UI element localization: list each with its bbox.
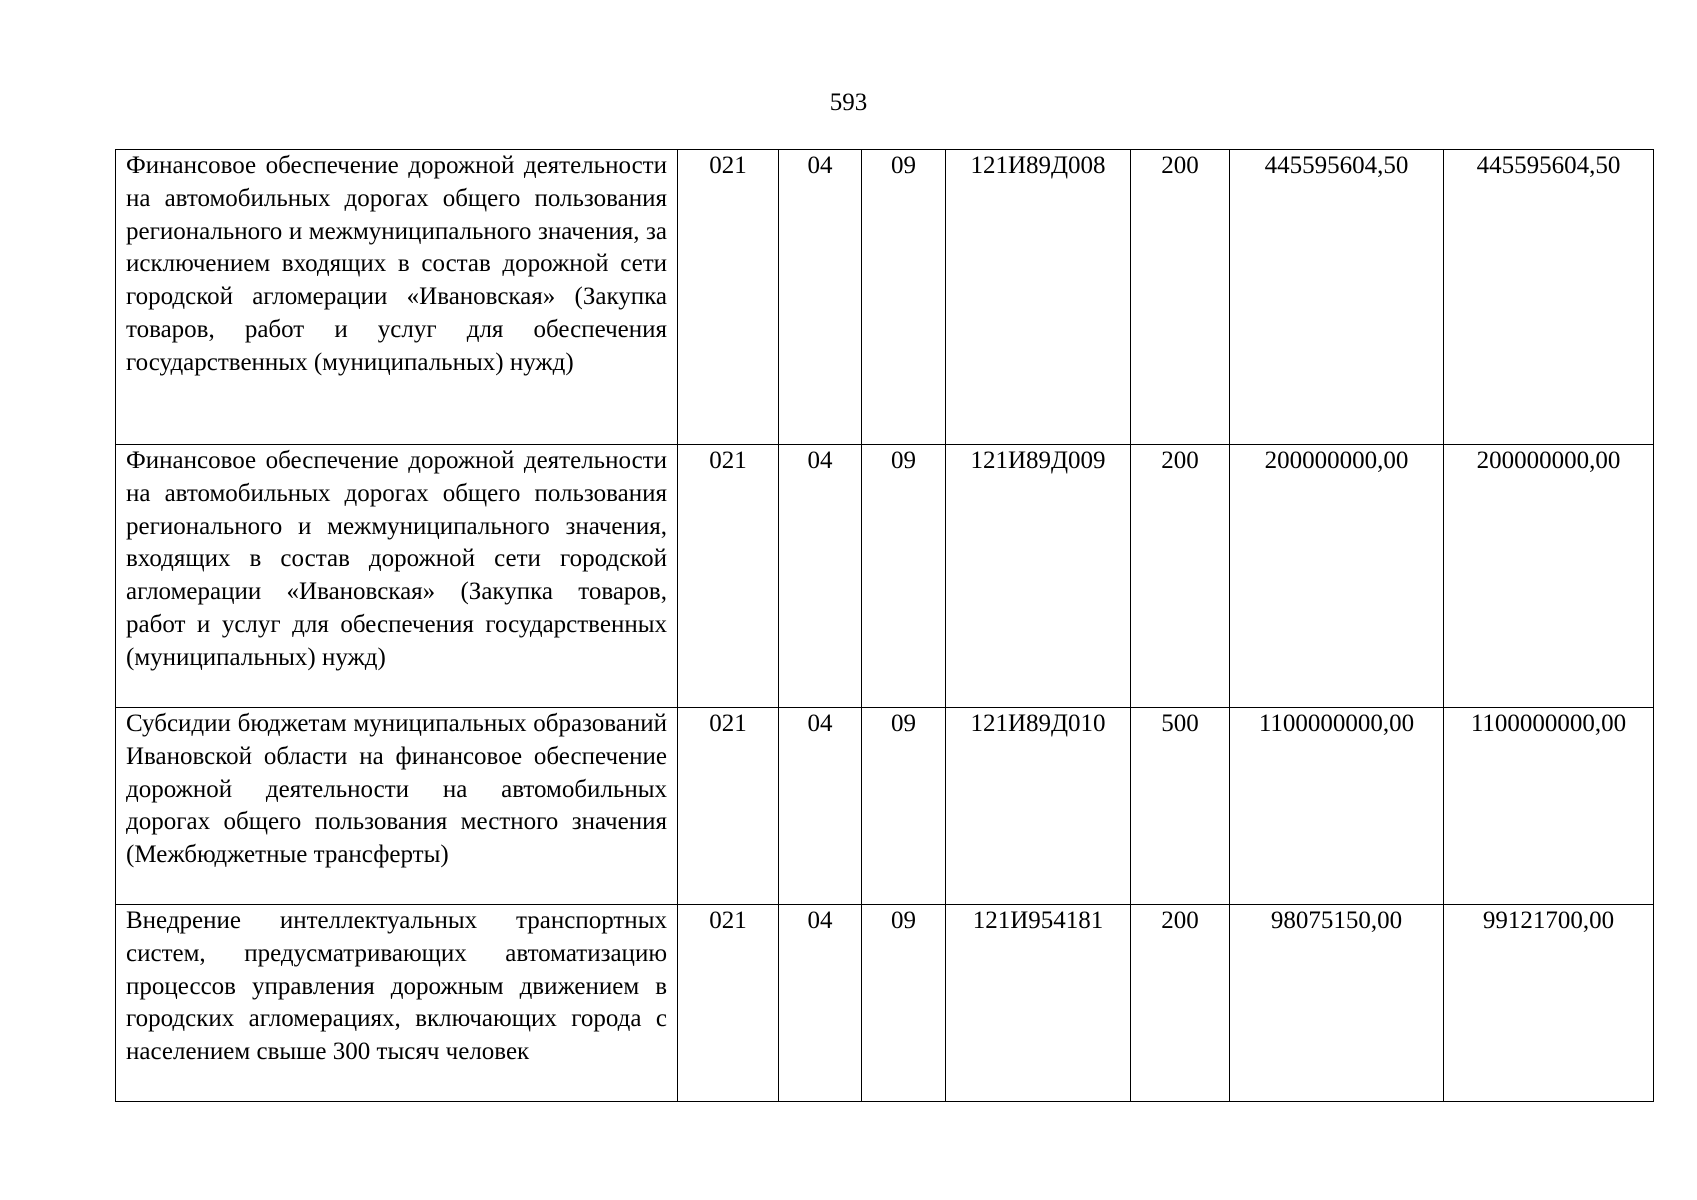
ministry-code: 021 (678, 905, 779, 1102)
ministry-code: 021 (678, 150, 779, 445)
amount-first-year: 98075150,00 (1230, 905, 1444, 1102)
target-article-code: 121И89Д009 (946, 445, 1131, 708)
section-code: 04 (779, 445, 862, 708)
table-row (116, 905, 1654, 1102)
amount-first-year: 200000000,00 (1230, 445, 1444, 708)
row-description: Финансовое обеспечение дорожной деятельности на автомобильных дорогах общего пользования регионального и межмуниципального значения, входящих в состав дорожной сети городской агломерации «Ивановская» (Закупка товаров, работ и услуг для обеспечения государственных (муниципальных) нужд) (116, 445, 678, 708)
table-row (116, 708, 1654, 905)
expense-type-code: 200 (1131, 150, 1230, 445)
section-code: 04 (779, 905, 862, 1102)
target-article-code: 121И954181 (946, 905, 1131, 1102)
amount-second-year: 200000000,00 (1444, 445, 1654, 708)
amount-second-year: 99121700,00 (1444, 905, 1654, 1102)
subsection-code: 09 (862, 150, 946, 445)
target-article-code: 121И89Д008 (946, 150, 1131, 445)
target-article-code: 121И89Д010 (946, 708, 1131, 905)
expense-type-code: 500 (1131, 708, 1230, 905)
expense-type-code: 200 (1131, 905, 1230, 1102)
ministry-code: 021 (678, 708, 779, 905)
page-number: 593 (829, 89, 868, 116)
subsection-code: 09 (862, 445, 946, 708)
row-description: Субсидии бюджетам муниципальных образований Ивановской области на финансовое обеспечение дорожной деятельности на автомобильных дорогах общего пользования местного значения (Межбюджетные трансферты) (116, 708, 678, 905)
table-row (116, 445, 1654, 708)
subsection-code: 09 (862, 905, 946, 1102)
ministry-code: 021 (678, 445, 779, 708)
amount-first-year: 445595604,50 (1230, 150, 1444, 445)
table-row (116, 150, 1654, 445)
expense-type-code: 200 (1131, 445, 1230, 708)
section-code: 04 (779, 708, 862, 905)
section-code: 04 (779, 150, 862, 445)
subsection-code: 09 (862, 708, 946, 905)
budget-table (115, 149, 1654, 1102)
row-description: Финансовое обеспечение дорожной деятельности на автомобильных дорогах общего пользования регионального и межмуниципального значения, за исключением входящих в состав дорожной сети городской агломерации «Ивановская» (Закупка товаров, работ и услуг для обеспечения государственных (муниципальных) нужд) (116, 150, 678, 445)
amount-first-year: 1100000000,00 (1230, 708, 1444, 905)
amount-second-year: 445595604,50 (1444, 150, 1654, 445)
row-description: Внедрение интеллектуальных транспортных систем, предусматривающих автоматизацию процессов управления дорожным движением в городских агломерациях, включающих города с населением свыше 300 тысяч человек (116, 905, 678, 1102)
amount-second-year: 1100000000,00 (1444, 708, 1654, 905)
